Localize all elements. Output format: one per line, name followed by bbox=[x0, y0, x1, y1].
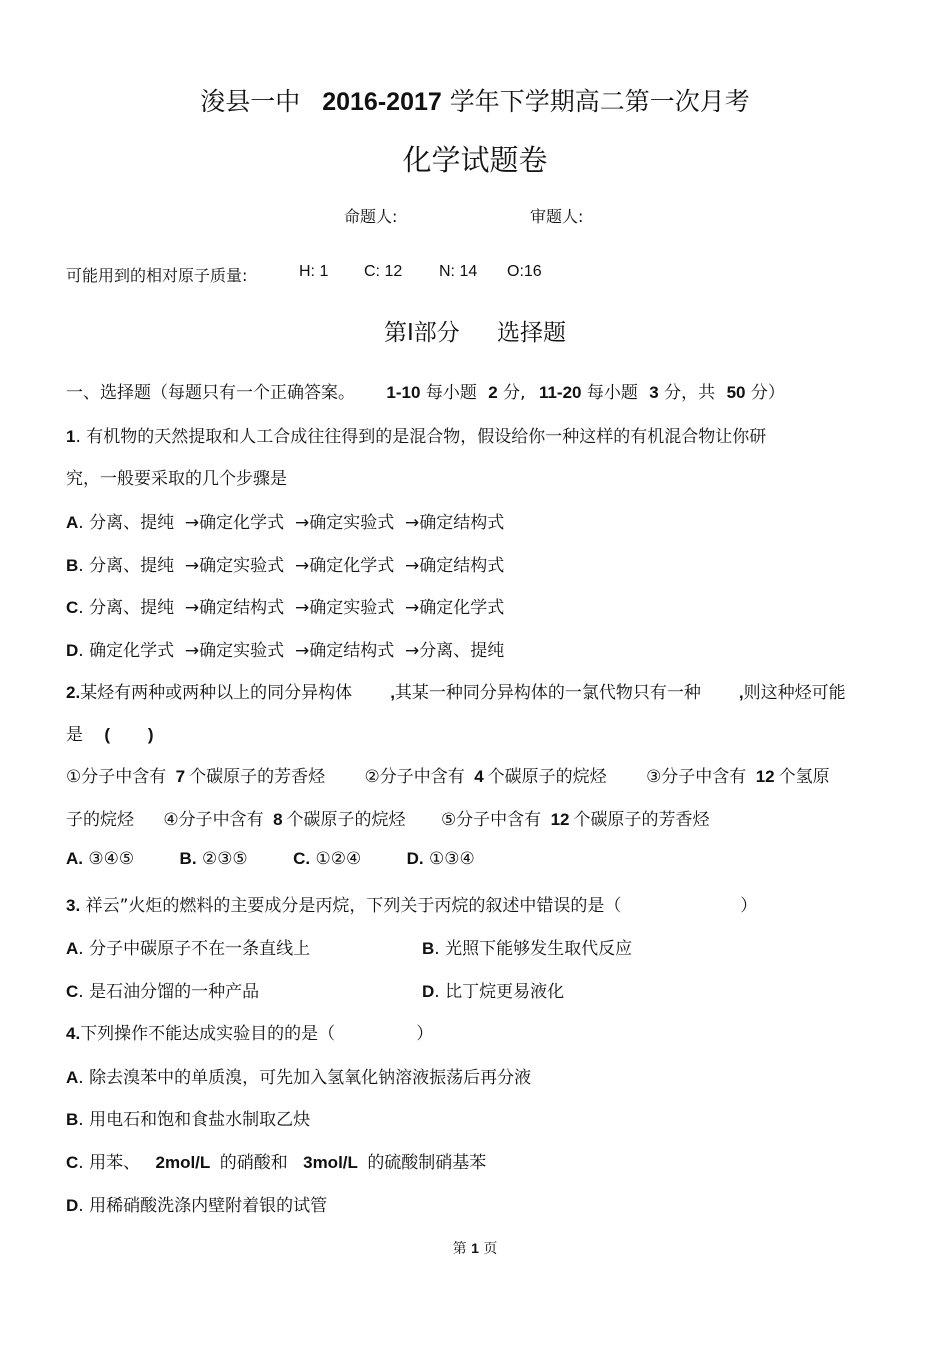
option-text: . 确定化学式 →确定实验式 →确定结构式 →分离、提纯 bbox=[78, 641, 505, 661]
q2-item-2: ②分子中含有 4 个碳原子的烷烃 bbox=[364, 767, 607, 787]
exam-term: 学年下学期高二第一次月考 bbox=[449, 87, 750, 116]
mass-h: H: 1 bbox=[299, 263, 329, 280]
exam-title bbox=[0, 82, 950, 118]
instructions-range-1: 1-10 bbox=[386, 383, 421, 402]
instructions-text: 一、选择题（每题只有一个正确答案。 bbox=[66, 383, 355, 403]
exam-subtitle: 化学试题卷 bbox=[402, 143, 548, 177]
page-number: 1 bbox=[471, 1240, 479, 1256]
school-name: 浚县一中 bbox=[200, 87, 301, 116]
reviewer-label: 审题人: bbox=[530, 207, 584, 226]
q3-option-b: B. 光照下能够发生取代反应 bbox=[422, 939, 633, 959]
q2-items-row2 bbox=[66, 805, 710, 830]
option-text: . 分离、提纯 →确定化学式 →确定实验式 →确定结构式 bbox=[78, 513, 505, 533]
option-letter: B bbox=[66, 556, 79, 575]
q2-number: 2. bbox=[66, 683, 81, 702]
page-footer: 第 1 页 bbox=[452, 1240, 498, 1257]
q2-options bbox=[66, 849, 475, 869]
q2-stem-cont bbox=[66, 720, 154, 745]
option-letter: C bbox=[66, 598, 79, 617]
option-text: . 分离、提纯 →确定实验式 →确定化学式 →确定结构式 bbox=[78, 556, 505, 576]
q1-option-b bbox=[66, 551, 504, 576]
answer-blank: ( ) bbox=[104, 725, 154, 744]
q2-item-5: ⑤分子中含有 12 个碳原子的芳香烃 bbox=[440, 810, 710, 830]
q2-items-row1 bbox=[66, 762, 830, 787]
q4-option-d: D. 用稀硝酸洗涤内壁附着银的试管 bbox=[66, 1196, 328, 1216]
q2-item-3-cont: 子的烷烃 bbox=[66, 810, 134, 830]
option-text: . 分离、提纯 →确定结构式 →确定实验式 →确定化学式 bbox=[78, 598, 505, 618]
q1-option-a bbox=[66, 508, 504, 533]
q3-option-d: D. 比丁烷更易液化 bbox=[422, 982, 565, 1002]
q3-option-a: A. 分子中碳原子不在一条直线上 bbox=[66, 939, 311, 959]
q4-number: 4. bbox=[66, 1024, 81, 1043]
q1-stem-cont: 究，一般要采取的几个步骤是 bbox=[66, 469, 287, 489]
q3-number: 3. bbox=[66, 896, 81, 915]
q3-stem-text: 祥云”火炬的燃料的主要成分是丙烷，下列关于丙烷的叙述中错误的是（ ） bbox=[85, 896, 758, 916]
q2-stem-text: 则这种烃可能 bbox=[743, 683, 846, 703]
mass-n: N: 14 bbox=[439, 263, 478, 280]
q2-stem-text: 某烃有两种或两种以上的同分异构体 bbox=[80, 683, 353, 703]
q1-option-d bbox=[66, 636, 504, 661]
q2-item-3: ③分子中含有 12 个氢原 bbox=[646, 767, 830, 787]
q1-option-c bbox=[66, 593, 504, 618]
q2-stem-text: 其某一种同分异构体的一氯代物只有一种 bbox=[394, 683, 701, 703]
q2-option-b: B. ②③⑤ bbox=[179, 849, 248, 869]
q3-option-c: C. 是石油分馏的一种产品 bbox=[66, 982, 260, 1002]
instructions-total: 50 bbox=[726, 383, 746, 402]
option-letter: D bbox=[66, 641, 79, 660]
instructions-text: 每小题 bbox=[425, 383, 477, 403]
instructions-range-2: 11-20 bbox=[538, 383, 582, 402]
instructions-text: 分，共 bbox=[664, 383, 716, 403]
instructions bbox=[66, 378, 785, 403]
q2-option-d: D. ①③④ bbox=[406, 849, 475, 869]
instructions-score-2: 3 bbox=[649, 383, 659, 402]
q2-stem bbox=[66, 678, 846, 703]
section-heading bbox=[0, 314, 950, 347]
q2-option-a: A. ③④⑤ bbox=[66, 849, 135, 869]
section-name: 选择题 bbox=[497, 320, 567, 346]
q2-item-1: ①分子中含有 7 个碳原子的芳香烃 bbox=[66, 767, 326, 787]
q2-comma: , bbox=[390, 683, 395, 702]
q2-item-4: ④分子中含有 8 个碳原子的烷烃 bbox=[163, 810, 406, 830]
mass-c: C: 12 bbox=[364, 263, 403, 280]
mass-o: O:16 bbox=[507, 263, 542, 280]
q4-option-c: C. 用苯、 2mol/L 的硝酸和 3mol/L 的硫酸制硝基苯 bbox=[66, 1153, 487, 1173]
school-years: 2016-2017 bbox=[322, 88, 442, 116]
q1-number: 1 bbox=[66, 427, 76, 446]
q4-option-b: B. 用电石和饱和食盐水制取乙炔 bbox=[66, 1110, 311, 1130]
q4-stem bbox=[66, 1019, 433, 1044]
instructions-text: 分） bbox=[750, 383, 785, 403]
q2-stem-text: 是 bbox=[66, 725, 83, 745]
atomic-mass-label: 可能用到的相对原子质量: bbox=[66, 266, 248, 285]
section-part: 第Ⅰ部分 bbox=[383, 320, 460, 346]
q4-option-a: A. 除去溴苯中的单质溴，可先加入氢氧化钠溶液振荡后再分液 bbox=[66, 1068, 532, 1088]
instructions-text: 分, bbox=[503, 383, 526, 403]
q1-stem bbox=[66, 422, 766, 447]
q2-option-c: C. ①②④ bbox=[293, 849, 362, 869]
option-letter: A bbox=[66, 513, 79, 532]
q4-stem-text: 下列操作不能达成实验目的的是（ ） bbox=[80, 1024, 434, 1044]
instructions-score-1: 2 bbox=[488, 383, 498, 402]
instructions-text: 每小题 bbox=[586, 383, 638, 403]
q2-comma: , bbox=[738, 683, 744, 702]
author-label: 命题人: bbox=[344, 207, 398, 226]
q3-stem bbox=[66, 891, 757, 916]
q1-stem-text: . 有机物的天然提取和人工合成往往得到的是混合物，假设给你一种这样的有机混合物让你研 bbox=[75, 427, 767, 447]
